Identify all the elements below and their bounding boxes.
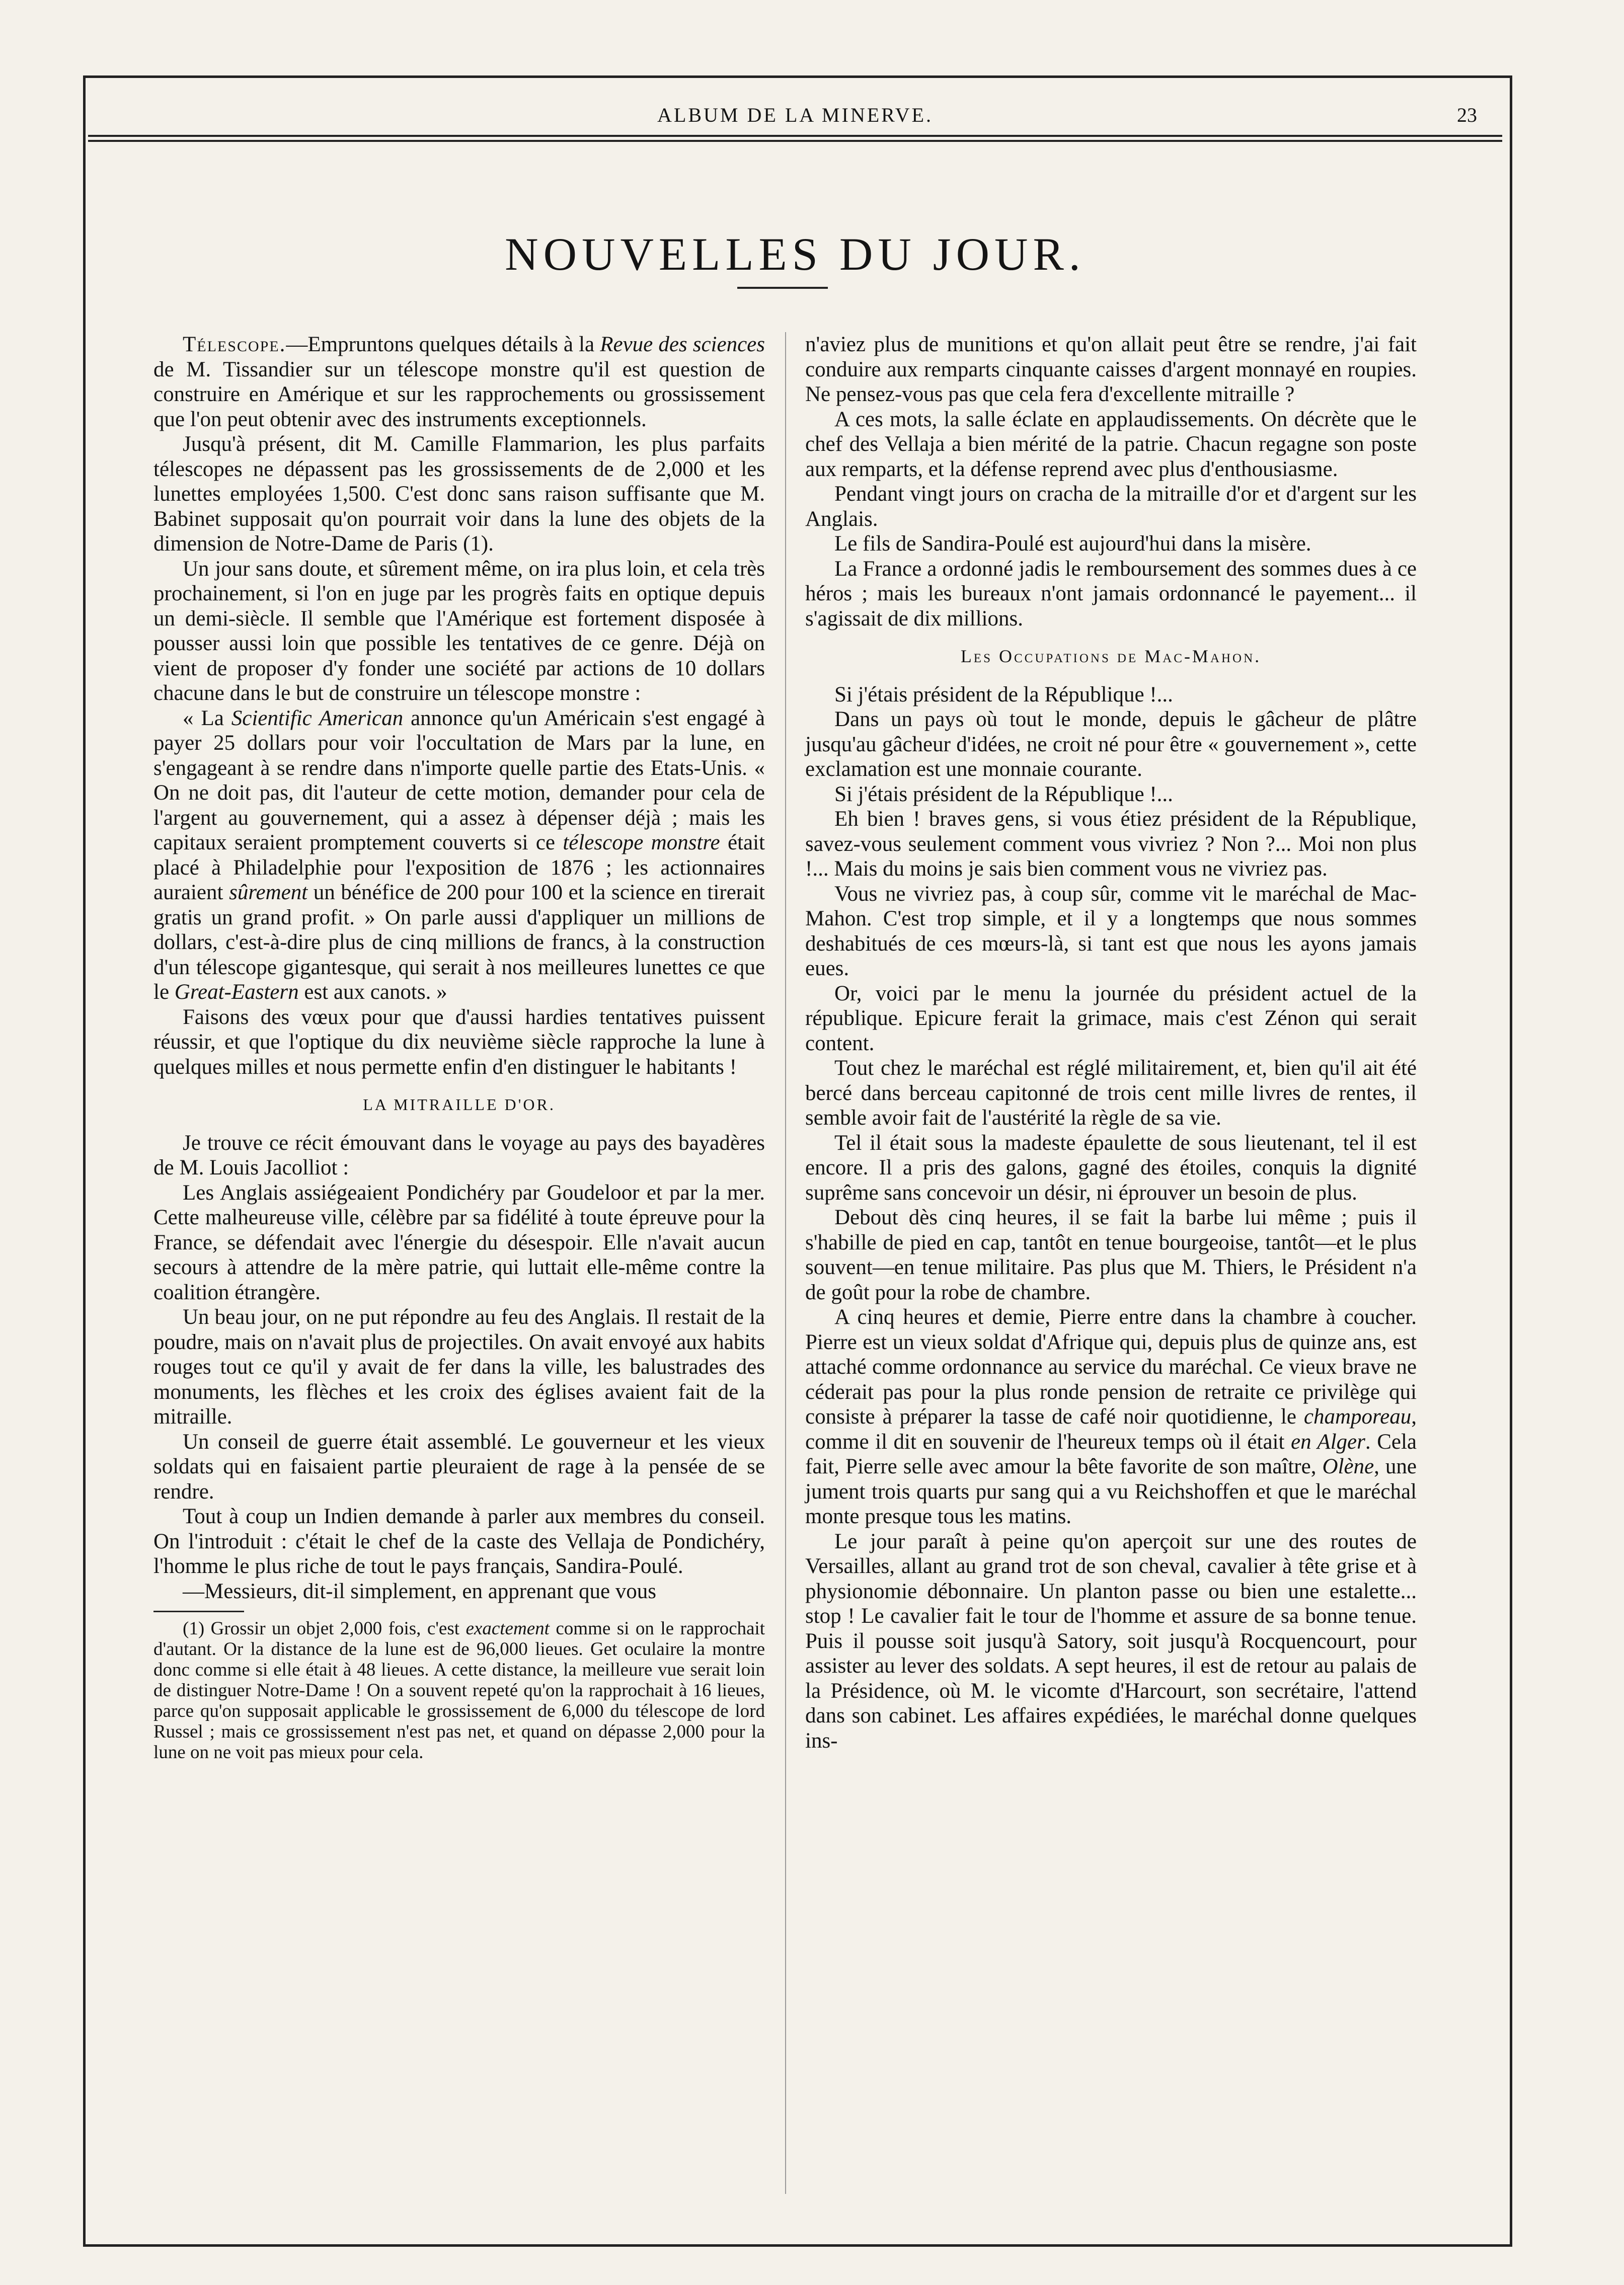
text-run: était placé à Philadelphie pour l'exposition de 1876 ; les actionnaires auraient (153, 831, 765, 904)
journal-title: Revue des sciences (600, 333, 765, 356)
footnote (153, 1618, 765, 1763)
italic-run: sûrement (229, 881, 308, 904)
macmahon-paragraph-5: Vous ne vivriez pas, à coup sûr, comme vit le maréchal de Mac-Mahon. C'est trop simple, et il y a longtemps que nous sommes deshabitués de ces mœurs-là, si tant est que nous les ayons jamais eues. (805, 882, 1417, 980)
mitraille-heading: LA MITRAILLE D'OR. (363, 1095, 556, 1114)
macmahon-paragraph-9: Debout dès cinq heures, il se fait la barbe lui même ; puis il s'habille de pied en cap, tantôt en tenue bourgeoise, tantôt—et le plus souvent—en tenue militaire. Pas plus que M. Thiers, le Président n'a de goût pour la robe de chambre. (805, 1206, 1417, 1304)
text-run: . Cela fait, Pierre selle avec amour la bête favorite de son maître, (805, 1430, 1417, 1478)
telescope-paragraph-4 (153, 706, 765, 1005)
italic-run: Great-Eastern (174, 980, 299, 1004)
mitraille-continuation-5: La France a ordonné jadis le remboursement des sommes dues à ce héros ; mais les bureaux n'ont jamais ordonnancé le payement... il s'agissait de dix millions. (805, 557, 1417, 631)
italic-run: Olène (1322, 1455, 1374, 1478)
mitraille-continuation-3: Pendant vingt jours on cracha de la mitraille d'or et d'argent sur les Anglais. (805, 482, 1417, 531)
text-run: (1) Grossir un objet 2,000 fois, c'est (183, 1618, 466, 1639)
header-rule-double (88, 140, 1502, 142)
masthead-rule (737, 287, 828, 289)
mitraille-paragraph-1: Je trouve ce récit émouvant dans le voyage au pays des bayadères de M. Louis Jacolliot : (153, 1131, 765, 1179)
macmahon-paragraph-1: Si j'étais président de la République !... (834, 682, 1173, 706)
telescope-paragraph-1 (153, 332, 765, 432)
mitraille-paragraph-5: Tout à coup un Indien demande à parler aux membres du conseil. On l'introduit : c'était le chef de la caste des Vellaja de Pondichéry, l'homme le plus riche de tout le pays français, Sandira-Poulé. (153, 1505, 765, 1578)
macmahon-paragraph-6: Or, voici par le menu la journée du président actuel de la république. Epicure ferait la grimace, mais c'est Zénon qui serait content. (805, 981, 1417, 1055)
telescope-lead: Télescope. (183, 333, 286, 356)
mitraille-continuation-4: Le fils de Sandira-Poulé est aujourd'hui dans la misère. (834, 532, 1311, 556)
macmahon-paragraph-8: Tel il était sous la madeste épaulette de sous lieutenant, tel il est encore. Il a pris des galons, gagné des étoiles, conquis la dignité suprême sans concevoir un désir, ni éprouver un besoin de plus. (805, 1131, 1417, 1205)
page-number: 23 (1457, 104, 1477, 126)
mitraille-paragraph-4: Un conseil de guerre était assemblé. Le gouverneur et les vieux soldats qui en faisaient partie pleuraient de rage à la pensée de se rendre. (153, 1430, 765, 1504)
text-run: comme si on le rapprochait d'autant. Or la distance de la lune est de 96,000 lieues. Get oculaire la montre donc comme si elle était à 48 lieues. A cette distance, la meilleure vue serait loin de distinguer Notre-Dame ! On a souvent repeté qu'on la rapprochait à 16 lieues, parce qu'on supposait applicable le grossissement de 6,000 du télescope de lord Russel ; mais ce grossissement n'est pas net, et quand on dépasse 2,000 pour la lune on ne voit pas mieux pour cela. (153, 1618, 765, 1763)
macmahon-heading: Les Occupations de Mac-Mahon. (960, 646, 1262, 666)
running-title: ALBUM DE LA MINERVE. (657, 104, 933, 126)
text-run: annonce qu'un Américain s'est engagé à payer 25 dollars pour voir l'occultation de Mars par la lune, en s'engageant à se rendre dans n'importe quelle partie des Etats-Unis. « On ne doit pas, dit l'auteur de cette motion, demander pour cela de l'argent au gouvernement, qui a assez à dépenser déjà ; mais les capitaux seraient promptement couverts si ce (153, 706, 765, 854)
mitraille-paragraph-2: Les Anglais assiégeaient Pondichéry par Goudeloor et par la mer. Cette malheureuse ville, célèbre par sa fidélité à toute épreuve pour la France, se défendait avec l'énergie du désespoir. Elle n'avait aucun secours à attendre de la mère patrie, qui luttait elle-même contre la coalition étrangère. (153, 1180, 765, 1304)
right-column (805, 332, 1417, 1753)
text-run: , une jument trois quarts pur sang qui a vu Reichshoffen et que le maréchal monte presque tous les matins. (805, 1455, 1417, 1528)
header-rule (88, 135, 1502, 137)
mitraille-paragraph-3: Un beau jour, on ne put répondre au feu des Anglais. Il restait de la poudre, mais on n'avait plus de projectiles. On avait envoyé aux habits rouges tout ce qu'il y avait de fer dans la ville, les balustrades des monuments, les flèches et les croix des églises avaient fait de la mitraille. (153, 1305, 765, 1429)
text-run: de M. Tissandier sur un télescope monstre qu'il est question de construire en Amérique et sur les rapprochements ou grossissement que l'on peut obtenir avec des instruments exceptionnels. (153, 357, 765, 431)
italic-run: exactement (466, 1618, 550, 1639)
column-divider (785, 332, 786, 2194)
telescope-paragraph-5: Faisons des vœux pour que d'aussi hardies tentatives puissent réussir, et que l'optique du dix neuvième siècle rapproche la lune à quelques milles et nous permette enfin d'en distinguer le habitants ! (153, 1005, 765, 1079)
text-run: « La (183, 706, 231, 730)
mitraille-continuation-2: A ces mots, la salle éclate en applaudissements. On décrète que le chef des Vellaja a bien mérité de la patrie. Chacun regagne son poste aux remparts, et la défense reprend avec plus d'enthousiasme. (805, 407, 1417, 481)
text-run: A cinq heures et demie, Pierre entre dans la chambre à coucher. Pierre est un vieux soldat d'Afrique qui, depuis plus de quinze ans, est attaché comme ordonnance au service du maréchal. Ce vieux brave ne céderait pas pour la plus ronde pension de retraite ce privilège qui consiste à préparer la tasse de café noir quotidienne, le (805, 1305, 1417, 1429)
mitraille-continuation-1: n'aviez plus de munitions et qu'on allait peut être se rendre, j'ai fait conduire aux remparts cinquante caisses d'argent monnayé en roupies. Ne pensez-vous pas que cela fera d'excellente mitraille ? (805, 333, 1417, 406)
mitraille-paragraph-6: —Messieurs, dit-il simplement, en apprenant que vous (183, 1579, 657, 1603)
italic-run: télescope monstre (563, 831, 720, 854)
italic-run: en Alger (1290, 1430, 1365, 1454)
telescope-paragraph-3: Un jour sans doute, et sûrement même, on ira plus loin, et cela très prochainement, si l'on en juge par les progrès faits en optique depuis un demi-siècle. Il semble que l'Amérique est fortement disposée à pousser aussi loin que possible les tentatives de ce genre. Déjà on vient de proposer d'y fonder une société par actions de 10 dollars chacune dans le but de construire un télescope monstre : (153, 557, 765, 705)
footnote-rule (153, 1611, 244, 1612)
italic-run: Scientific American (231, 706, 404, 730)
macmahon-paragraph-3: Si j'étais président de la République !... (834, 782, 1173, 806)
text-run: est aux canots. » (298, 980, 447, 1004)
italic-run: champoreau (1303, 1405, 1412, 1429)
masthead-title: NOUVELLES DU JOUR. (505, 228, 1086, 280)
macmahon-paragraph-7: Tout chez le maréchal est réglé militairement, et, bien qu'il ait été bercé dans berceau capitonné de trois cent mille livres de rentes, il semble avoir fait de l'austérité la règle de sa vie. (805, 1056, 1417, 1130)
telescope-paragraph-2: Jusqu'à présent, dit M. Camille Flammarion, les plus parfaits télescopes ne dépassent pas les grossissements de de 2,000 et les lunettes employées 1,500. C'est donc sans raison suffisante que M. Babinet supposait qu'on pourrait voir dans la lune des objets de la dimension de Notre-Dame de Paris (1). (153, 432, 765, 556)
macmahon-paragraph-11: Le jour paraît à peine qu'on aperçoit sur une des routes de Versailles, allant au grand trot de son cheval, cavalier à tête grise et à physionomie débonnaire. Un planton passe ou bien une estalette... stop ! Le cavalier fait le tour de l'homme et assure de sa bonne tenue. Puis il pousse soit jusqu'à Satory, soit jusqu'à Rocquencourt, pour assister au lever des soldats. A sept heures, il est de retour au palais de la Présidence, où M. le vicomte d'Harcourt, son secrétaire, l'attend dans son cabinet. Les affaires expédiées, le maréchal donne quelques ins- (805, 1529, 1417, 1753)
macmahon-paragraph-4: Eh bien ! braves gens, si vous étiez président de la République, savez-vous seulement comment vous vivriez ? Non ?... Moi non plus !... Mais du moins je sais bien comment vous ne vivriez pas. (805, 807, 1417, 881)
macmahon-paragraph-10 (805, 1305, 1417, 1529)
text-run: —Empruntons quelques détails à la (286, 333, 600, 356)
text-run: , comme il dit en souvenir de l'heureux temps où il était (805, 1405, 1417, 1454)
text-run: un bénéfice de 200 pour 100 et la science en tirerait gratis un grand profit. » On parle aussi d'appliquer un millions de dollars, c'est-à-dire plus de cinq millions de francs, à la construction d'un télescope gigantesque, qui serait à nos meilleures lunettes ce que le (153, 881, 765, 1004)
macmahon-paragraph-2: Dans un pays où tout le monde, depuis le gâcheur de plâtre jusqu'au gâcheur d'idées, ne croit né pour être « gouvernement », cette exclamation est une monnaie courante. (805, 707, 1417, 781)
left-column (153, 332, 765, 1763)
running-head (88, 98, 1502, 133)
